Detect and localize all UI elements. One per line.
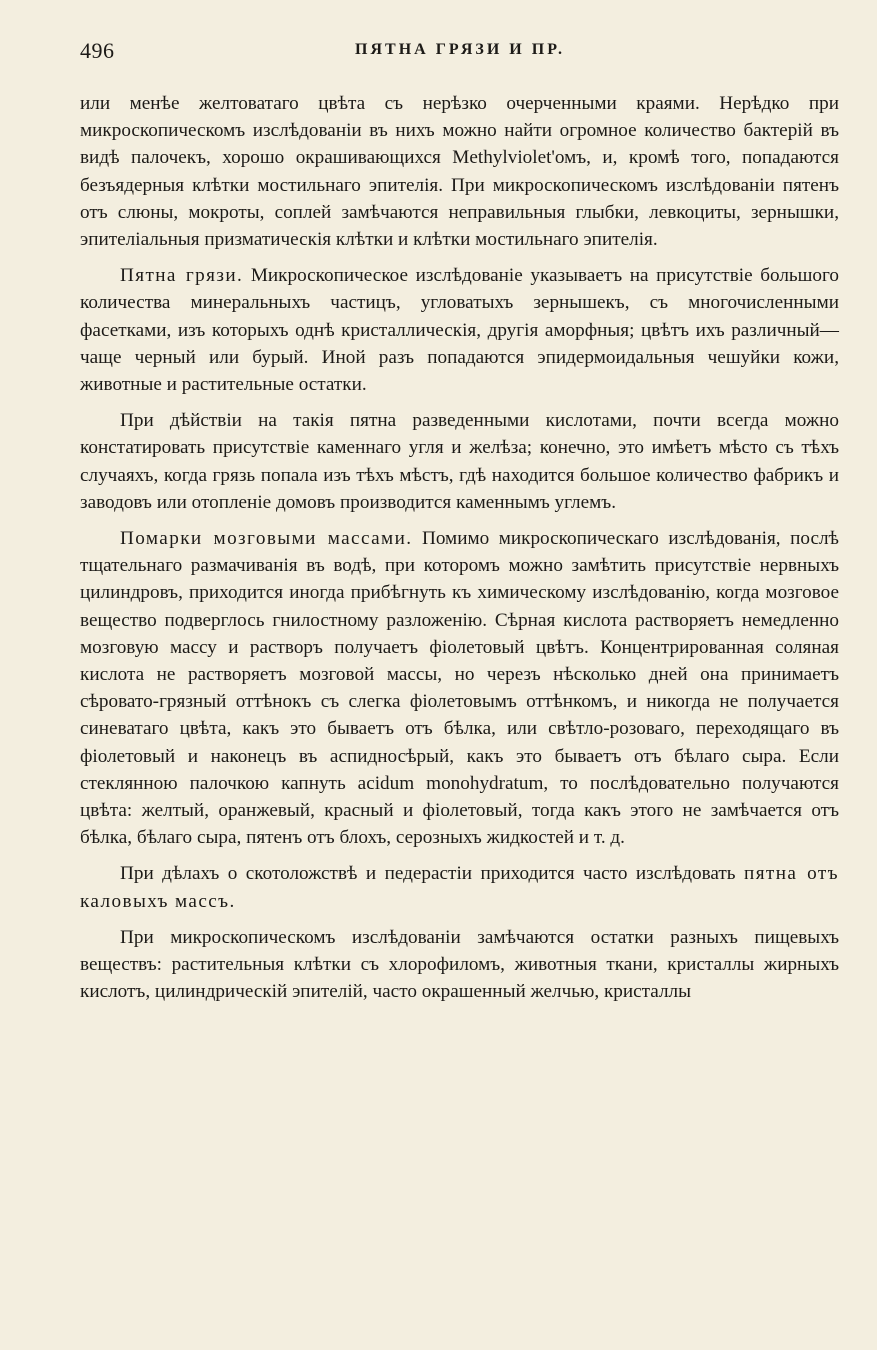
paragraph-text: При микроскопическомъ изслѣдованіи замѣчаются остатки разныхъ пищевыхъ веществъ: растительныя клѣтки съ хлорофиломъ, животныя ткани, кристаллы жирныхъ кислотъ, цилиндрическій эпителій, часто окрашенный желчью, кристаллы [80, 926, 839, 1003]
paragraph-text: При дѣйствіи на такія пятна разведенными кислотами, почти всегда можно констатировать присутствіе каменнаго угля и желѣза; конечно, это имѣетъ мѣсто съ тѣхъ случаяхъ, когда грязь попала изъ тѣхъ мѣстъ, гдѣ находится большое количество фабрикъ и заводовъ или отопленіе домовъ производится каменнымъ углемъ. [80, 410, 839, 513]
section-heading-mud-stains: Пятна грязи. [120, 265, 244, 287]
paragraph-text: Микроскопическое изслѣдованіе указываетъ на присутствіе большого количества минеральныхъ частицъ, угловатыхъ зернышекъ, съ многочисленными фасетками, изъ которыхъ однѣ кристаллическія, другія аморфныя; цвѣтъ ихъ различный—чаще черный или бурый. Иной разъ попадаются эпидермоидальныя чешуйки кожи, животные и растительные остатки. [80, 265, 840, 396]
paragraph-text: При дѣлахъ о скотоложствѣ и педерастіи приходится часто изслѣдовать [120, 863, 736, 885]
paragraph-fecal-stains [80, 860, 839, 914]
page-header [80, 38, 840, 68]
paragraph-microscopy [80, 924, 839, 1006]
running-title: ПЯТНА ГРЯЗИ И ПР. [355, 41, 565, 58]
paragraph-text: Помимо микроскопическаго изслѣдованія, послѣ тщательнаго размачиванія въ водѣ, при которомъ можно замѣтить присутствіе нервныхъ цилиндровъ, приходится иногда прибѣгнуть къ химическому изслѣдованію, когда мозговое вещество подверглось гнилостному разложенію. Сѣрная кислота растворяетъ немедленно мозговую массу и растворъ получаетъ фіолетовый цвѣтъ. Концентрированная соляная кислота не растворяетъ мозговой массы, но черезъ нѣсколько дней она принимаетъ сѣровато-грязный оттѣнокъ съ слегка фіолетовымъ оттѣнкомъ, и никогда не получается синеватаго цвѣта, какъ это бываетъ отъ бѣлка, или свѣтло-розоваго, переходящаго въ фіолетовый и наконецъ въ аспидносѣрый, какъ это бываетъ отъ бѣлаго сыра. Если стеклянною палочкою капнуть acidum monohydratum, то послѣдовательно получаются цвѣта: желтый, оранжевый, красный и фіолетовый, тогда какъ этого не замѣчается отъ бѣлка, бѣлаго сыра, пятенъ отъ блохъ, серозныхъ жидкостей и т. д. [80, 528, 839, 849]
emphasized-phrase: пятна отъ каловыхъ массъ. [80, 863, 840, 912]
body-text [80, 90, 839, 1006]
paragraph-continued [80, 90, 839, 253]
section-heading-brain-matter: Помарки мозговыми массами. [120, 528, 413, 550]
paragraph-acid-action [80, 407, 839, 516]
paragraph-brain-matter [80, 525, 839, 851]
paragraph-mud-stains [80, 262, 839, 398]
page-number: 496 [80, 38, 115, 63]
paragraph-text: или менѣе желтоватаго цвѣта съ нерѣзко очерченными краями. Нерѣдко при микроскопическомъ изслѣдованіи въ нихъ можно найти огромное количество бактерій въ видѣ палочекъ, хорошо окрашивающихся Methylviolet'омъ, и, кромѣ того, попадаются безъядерныя клѣтки мостильнаго эпителія. При микроскопическомъ изслѣдованіи пятенъ отъ слюны, мокроты, соплей замѣчаются неправильныя глыбки, левкоциты, зернышки, эпителіальныя призматическія клѣтки и клѣтки мостильнаго эпителія. [80, 93, 839, 251]
